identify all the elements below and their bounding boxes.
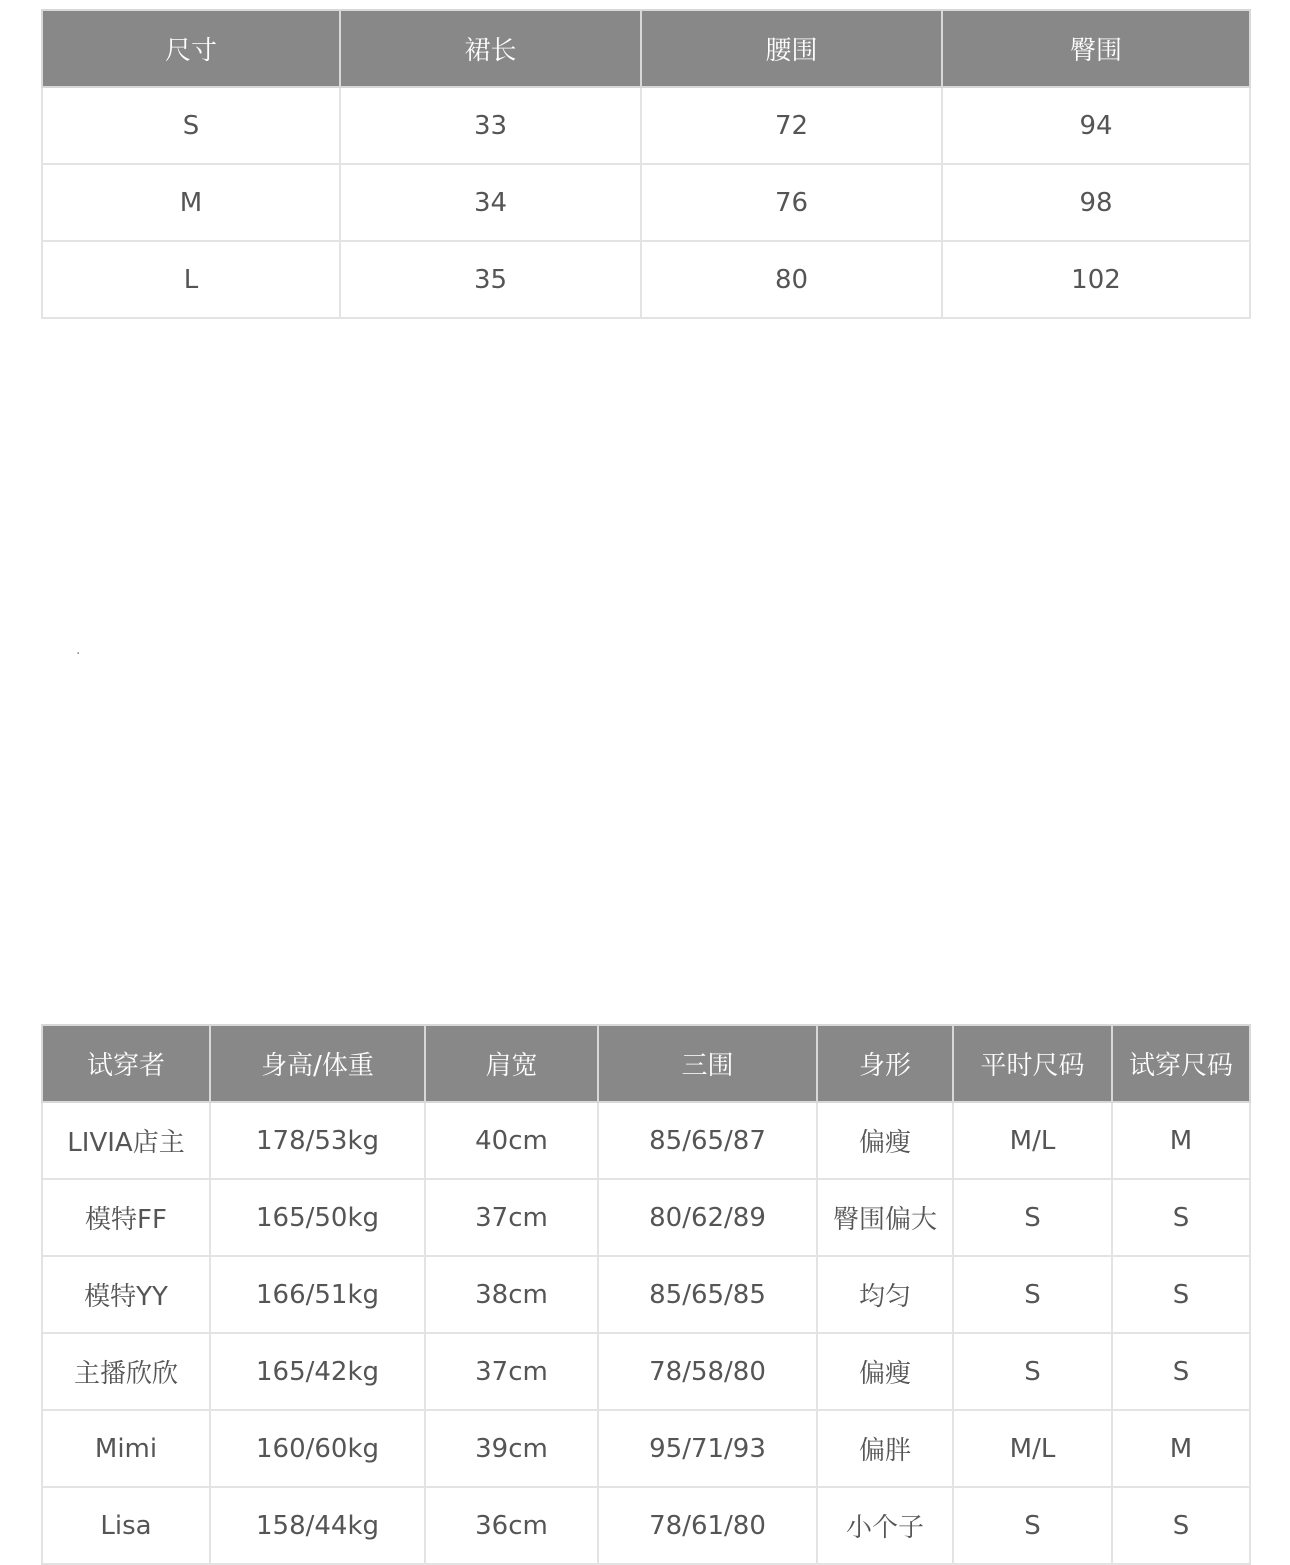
usual-size-cell: S [953,1256,1112,1333]
measurements-cell: 85/65/85 [598,1256,817,1333]
usual-size-cell: S [953,1179,1112,1256]
shoulder-cell: 37cm [425,1333,598,1410]
try-on-header-row [42,1025,1250,1102]
waist-cell: 80 [641,241,942,318]
height-weight-cell: 158/44kg [210,1487,425,1564]
skirt-length-cell: 34 [340,164,641,241]
hip-cell: 102 [942,241,1250,318]
shoulder-cell: 36cm [425,1487,598,1564]
wearer-cell: Mimi [42,1410,210,1487]
try-on-header-shoulder: 肩宽 [425,1025,598,1102]
wearer-cell: 主播欣欣 [42,1333,210,1410]
height-weight-cell: 178/53kg [210,1102,425,1179]
body-type-cell: 小个子 [817,1487,953,1564]
usual-size-cell: S [953,1333,1112,1410]
try-on-header-measurements: 三围 [598,1025,817,1102]
try-on-row [42,1102,1250,1179]
try-on-row [42,1256,1250,1333]
hip-cell: 98 [942,164,1250,241]
usual-size-cell: M/L [953,1410,1112,1487]
waist-cell: 76 [641,164,942,241]
size-chart-table [41,9,1251,319]
wearer-cell: 模特FF [42,1179,210,1256]
measurements-cell: 80/62/89 [598,1179,817,1256]
hip-cell: 94 [942,87,1250,164]
shoulder-cell: 40cm [425,1102,598,1179]
shoulder-cell: 39cm [425,1410,598,1487]
waist-cell: 72 [641,87,942,164]
body-type-cell: 臀围偏大 [817,1179,953,1256]
body-type-cell: 偏胖 [817,1410,953,1487]
body-type-cell: 偏瘦 [817,1333,953,1410]
tried-size-cell: M [1112,1102,1250,1179]
height-weight-cell: 165/42kg [210,1333,425,1410]
try-on-row [42,1333,1250,1410]
body-type-cell: 偏瘦 [817,1102,953,1179]
height-weight-cell: 166/51kg [210,1256,425,1333]
skirt-length-cell: 35 [340,241,641,318]
wearer-cell: 模特YY [42,1256,210,1333]
measurements-cell: 95/71/93 [598,1410,817,1487]
try-on-header-body-type: 身形 [817,1025,953,1102]
size-cell: L [42,241,340,318]
size-chart-header-size: 尺寸 [42,10,340,87]
try-on-table [41,1024,1251,1565]
size-chart-row [42,241,1250,318]
tried-size-cell: S [1112,1333,1250,1410]
shoulder-cell: 38cm [425,1256,598,1333]
usual-size-cell: S [953,1487,1112,1564]
height-weight-cell: 160/60kg [210,1410,425,1487]
usual-size-cell: M/L [953,1102,1112,1179]
try-on-row [42,1410,1250,1487]
tried-size-cell: S [1112,1487,1250,1564]
shoulder-cell: 37cm [425,1179,598,1256]
size-chart-header-hip: 臀围 [942,10,1250,87]
try-on-header-height-weight: 身高/体重 [210,1025,425,1102]
measurements-cell: 78/58/80 [598,1333,817,1410]
size-chart-row [42,164,1250,241]
try-on-header-tried-size: 试穿尺码 [1112,1025,1250,1102]
tried-size-cell: S [1112,1179,1250,1256]
stray-mark: · [76,646,81,662]
size-cell: S [42,87,340,164]
measurements-cell: 78/61/80 [598,1487,817,1564]
size-chart-row [42,87,1250,164]
try-on-row [42,1487,1250,1564]
size-cell: M [42,164,340,241]
wearer-cell: Lisa [42,1487,210,1564]
try-on-header-usual-size: 平时尺码 [953,1025,1112,1102]
measurements-cell: 85/65/87 [598,1102,817,1179]
skirt-length-cell: 33 [340,87,641,164]
size-chart-header-waist: 腰围 [641,10,942,87]
tried-size-cell: M [1112,1410,1250,1487]
tried-size-cell: S [1112,1256,1250,1333]
body-type-cell: 均匀 [817,1256,953,1333]
size-chart-header-row [42,10,1250,87]
try-on-header-wearer: 试穿者 [42,1025,210,1102]
size-chart-header-skirt-length: 裙长 [340,10,641,87]
height-weight-cell: 165/50kg [210,1179,425,1256]
try-on-row [42,1179,1250,1256]
wearer-cell: LIVIA店主 [42,1102,210,1179]
